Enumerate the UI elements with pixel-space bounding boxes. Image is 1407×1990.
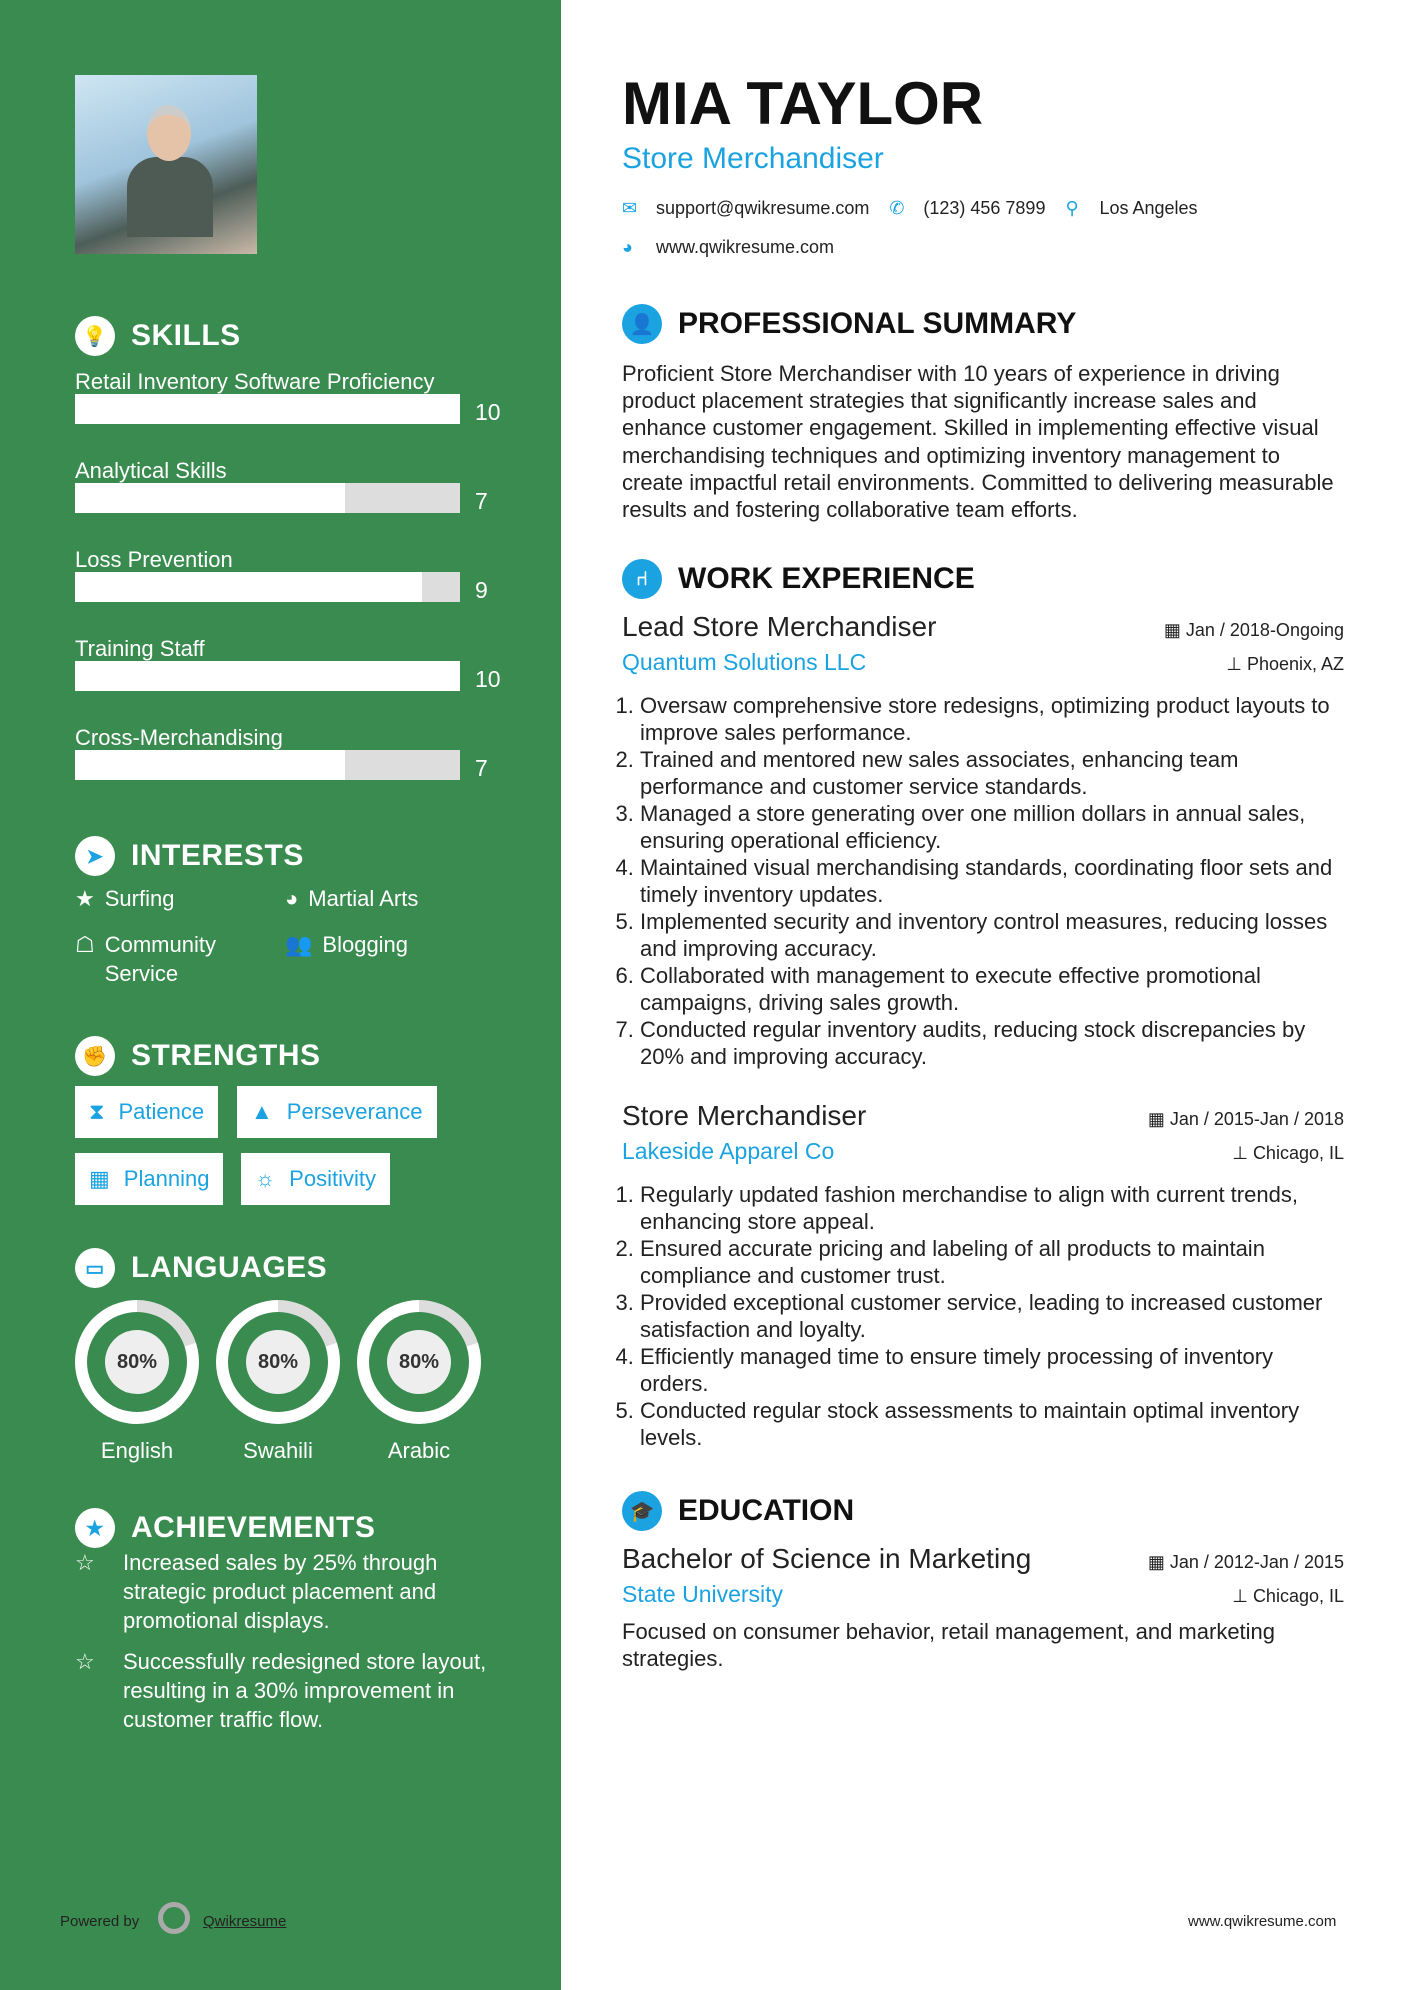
interest-item <box>75 884 174 913</box>
job-bullets <box>622 692 1344 1070</box>
phone-icon: ✆ <box>889 198 905 218</box>
language-item <box>357 1300 481 1464</box>
calendar-icon: ▦ <box>89 1166 110 1191</box>
job-title: Store Merchandiser <box>622 142 884 175</box>
heading-text: EDUCATION <box>678 1494 855 1528</box>
shooting-star-icon: ☆ <box>75 1649 95 1674</box>
shooting-star-icon: ☆ <box>75 1550 95 1575</box>
interest-label: Martial Arts <box>308 886 419 911</box>
fist-icon: ✊ <box>75 1036 115 1076</box>
job-title: Store Merchandiser <box>622 1100 867 1132</box>
main-content <box>622 70 1344 1673</box>
heading-text: WORK EXPERIENCE <box>678 562 975 596</box>
education-row <box>622 1543 1344 1575</box>
summary-heading <box>622 304 1344 344</box>
dates: ▦ Jan / 2018-Ongoing <box>1163 620 1344 641</box>
strength-label: Patience <box>118 1099 205 1124</box>
globe-icon: ◕ <box>285 886 299 911</box>
qwikresume-link[interactable]: Qwikresume <box>203 1913 287 1930</box>
skill-label: Analytical Skills <box>75 458 227 483</box>
skill-item <box>75 725 505 781</box>
language-name: Swahili <box>243 1438 313 1463</box>
map-pin-icon: ⚲ <box>1065 198 1079 218</box>
heading-text: SKILLS <box>131 319 241 352</box>
job-bullet: 6. Collaborated with management to execute effective promotional campaigns, driving sales growth. <box>640 962 1344 1016</box>
job-bullet: 3. Managed a store generating over one million dollars in annual sales, ensuring operational efficiency. <box>640 800 1344 854</box>
summary-text: Proficient Store Merchandiser with 10 years of experience in driving product placement strategies that significantly increase sales and enhance customer engagement. Skilled in implementing effective visual merchandising techniques and optimizing inventory management to create impactful retail environments. Committed to delivering measurable results and fostering collaborative team efforts. <box>622 361 1334 523</box>
heading-text: LANGUAGES <box>131 1251 328 1284</box>
school: State University <box>622 1581 784 1608</box>
phone: (123) 456 7899 <box>923 198 1046 218</box>
skill-label: Retail Inventory Software Proficiency <box>75 369 435 394</box>
name: MIA TAYLOR <box>622 70 984 137</box>
heading-text: INTERESTS <box>131 839 304 872</box>
heading-text: PROFESSIONAL SUMMARY <box>678 307 1077 340</box>
strengths-heading <box>75 1036 321 1076</box>
interest-item <box>285 884 418 913</box>
achievement-text: Successfully redesigned store layout, resulting in a 30% improvement in customer traffic flow. <box>123 1649 487 1732</box>
dates-text: Jan / 2018-Ongoing <box>1185 620 1344 641</box>
strength-tag <box>75 1153 223 1205</box>
job-bullet: 2. Trained and mentored new sales associates, enhancing team performance and customer service standards. <box>640 746 1344 800</box>
skill-value: 10 <box>475 399 501 425</box>
skill-bar-fill <box>75 483 345 513</box>
users-icon: 👥 <box>285 932 313 957</box>
job-entry <box>622 1100 1344 1451</box>
interest-item <box>285 930 408 959</box>
language-item <box>75 1300 199 1464</box>
job-entry <box>622 611 1344 1070</box>
location-text: Phoenix, AZ <box>1246 654 1344 675</box>
skill-item <box>75 458 505 514</box>
skill-value: 7 <box>475 755 488 781</box>
job-bullet: 5. Conducted regular stock assessments to maintain optimal inventory levels. <box>640 1397 1344 1451</box>
star-icon: ★ <box>75 886 95 911</box>
education-heading <box>622 1491 1344 1531</box>
skill-label: Loss Prevention <box>75 547 233 572</box>
skill-item <box>75 547 505 603</box>
contact-row <box>622 198 1344 219</box>
hourglass-icon: ⧗ <box>89 1099 105 1124</box>
dates: ▦ Jan / 2012-Jan / 2015 <box>1147 1552 1344 1573</box>
work-heading <box>622 559 1344 599</box>
language-percent: 80% <box>105 1330 169 1394</box>
job-bullet: 4. Efficiently managed time to ensure timely processing of inventory orders. <box>640 1343 1344 1397</box>
paper-plane-icon: ➤ <box>75 836 115 876</box>
sun-icon: ☼ <box>255 1166 276 1191</box>
skill-bar-fill <box>75 750 345 780</box>
job-title: Lead Store Merchandiser <box>622 611 937 643</box>
qwikresume-logo-icon <box>158 1902 190 1934</box>
skill-bar <box>75 750 460 780</box>
graduation-icon: 🎓 <box>622 1491 662 1531</box>
job-bullet: 3. Provided exceptional customer service, leading to increased customer satisfaction and loyalty. <box>640 1289 1344 1343</box>
skill-bar <box>75 661 460 691</box>
language-ring <box>357 1300 481 1424</box>
degree: Bachelor of Science in Marketing <box>622 1543 1032 1575</box>
skill-label: Cross-Merchandising <box>75 725 283 750</box>
strength-tag <box>237 1086 437 1138</box>
skill-bar-fill <box>75 394 460 424</box>
skill-bar <box>75 483 460 513</box>
job-bullet: 1. Regularly updated fashion merchandise to align with current trends, enhancing store appeal. <box>640 1181 1344 1235</box>
envelope-icon: ✉ <box>622 198 638 218</box>
language-icon: ▭ <box>75 1248 115 1288</box>
star-award-icon: ★ <box>75 1508 115 1548</box>
road-icon: ▲ <box>251 1099 273 1124</box>
achievements-heading <box>75 1508 375 1548</box>
languages-heading <box>75 1248 327 1288</box>
hand-icon: ☖ <box>75 932 95 957</box>
skill-label: Training Staff <box>75 636 205 661</box>
heading-text: ACHIEVEMENTS <box>131 1511 376 1544</box>
powered-by: Powered by <box>60 1913 140 1930</box>
interest-label: Community Service <box>104 932 216 986</box>
location: ⊥ Chicago, IL <box>1232 1143 1344 1164</box>
language-name: Arabic <box>387 1438 451 1463</box>
job-bullet: 2. Ensured accurate pricing and labeling of all products to maintain compliance and customer trust. <box>640 1235 1344 1289</box>
heading-text: STRENGTHS <box>131 1039 321 1072</box>
skills-heading <box>75 316 241 356</box>
job-bullets <box>622 1181 1344 1451</box>
lightbulb-icon: 💡 <box>75 316 115 356</box>
language-name: English <box>100 1438 174 1463</box>
interest-label: Blogging <box>322 932 409 957</box>
interest-label: Surfing <box>104 886 175 911</box>
skill-item <box>75 369 505 425</box>
job-bullet: 5. Implemented security and inventory control measures, reducing losses and improving accuracy. <box>640 908 1344 962</box>
achievement-text: Increased sales by 25% through strategic product placement and promotional displays. <box>123 1550 438 1633</box>
company: Lakeside Apparel Co <box>622 1138 835 1165</box>
user-icon: 👤 <box>622 304 662 344</box>
footer-url[interactable]: www.qwikresume.com <box>1188 1913 1337 1930</box>
company: Quantum Solutions LLC <box>622 649 867 676</box>
achievement-item <box>75 1548 495 1635</box>
strength-label: Perseverance <box>286 1099 423 1124</box>
strength-tag <box>241 1153 390 1205</box>
location-text: Chicago, IL <box>1252 1586 1344 1607</box>
school-row <box>622 1581 1344 1608</box>
location: ⊥ Phoenix, AZ <box>1226 654 1344 675</box>
skill-bar <box>75 394 460 424</box>
strength-tag <box>75 1086 218 1138</box>
sidebar <box>0 0 561 1990</box>
email[interactable]: support@qwikresume.com <box>656 198 870 218</box>
skill-value: 7 <box>475 488 488 514</box>
globe-icon: ◕ <box>622 237 633 257</box>
language-item <box>216 1300 340 1464</box>
language-percent: 80% <box>246 1330 310 1394</box>
profile-photo <box>75 75 257 254</box>
dates-text: Jan / 2015-Jan / 2018 <box>1169 1109 1344 1130</box>
skill-bar-fill <box>75 572 422 602</box>
language-ring <box>216 1300 340 1424</box>
job-bullet: 1. Oversaw comprehensive store redesigns, optimizing product layouts to improve sales performance. <box>640 692 1344 746</box>
chair-icon: ⑁ <box>622 559 662 599</box>
language-percent: 80% <box>387 1330 451 1394</box>
location: Los Angeles <box>1099 198 1198 218</box>
location-text: Chicago, IL <box>1252 1143 1344 1164</box>
achievement-item <box>75 1647 495 1734</box>
job-bullet: 4. Maintained visual merchandising standards, coordinating floor sets and timely inventory updates. <box>640 854 1344 908</box>
skill-bar-fill <box>75 661 460 691</box>
language-ring <box>75 1300 199 1424</box>
dates: ▦ Jan / 2015-Jan / 2018 <box>1147 1109 1344 1130</box>
education-text: Focused on consumer behavior, retail management, and marketing strategies. <box>622 1619 1276 1672</box>
skill-value: 10 <box>475 666 501 692</box>
job-bullet: 7. Conducted regular inventory audits, reducing stock discrepancies by 20% and improving accuracy. <box>640 1016 1344 1070</box>
skill-bar <box>75 572 460 602</box>
skill-item <box>75 636 505 692</box>
website[interactable]: www.qwikresume.com <box>656 237 835 257</box>
strength-label: Positivity <box>289 1166 376 1191</box>
interests-heading <box>75 836 304 876</box>
skill-value: 9 <box>475 577 488 603</box>
location: ⊥ Chicago, IL <box>1232 1586 1344 1607</box>
interest-item <box>75 930 255 988</box>
dates-text: Jan / 2012-Jan / 2015 <box>1169 1552 1344 1573</box>
strength-label: Planning <box>123 1166 210 1191</box>
website-row <box>622 237 1344 258</box>
